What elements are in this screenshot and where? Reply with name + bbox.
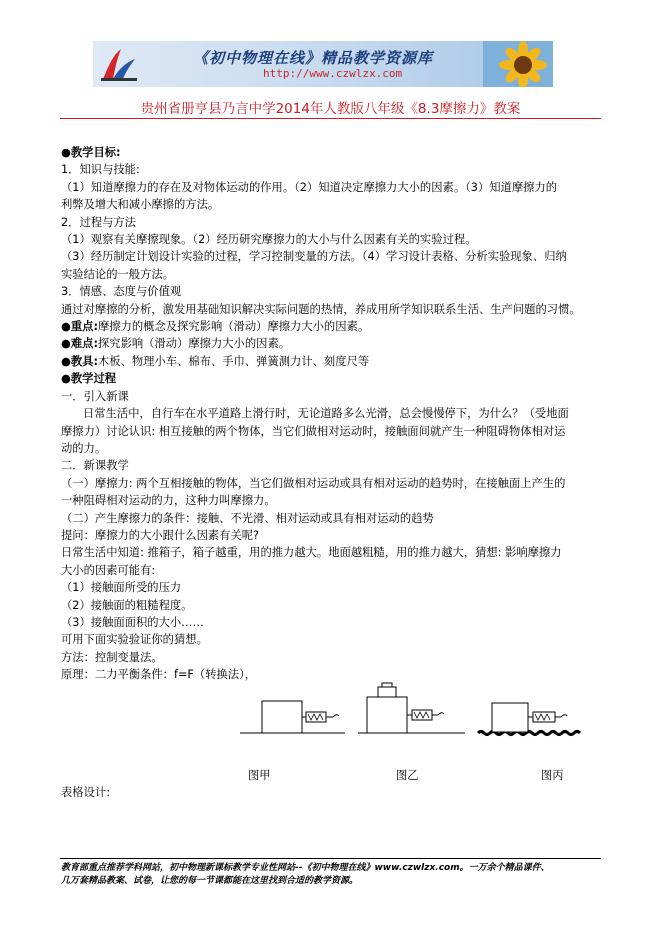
content-line (61, 214, 591, 231)
content-line (61, 579, 591, 596)
footer-line: 教育部重点推荐学科网站，初中物理新课标教学专业性网站--《初中物理在线》www.czwlzx.com。一万余个精品课件、 (61, 863, 550, 873)
line-text: （二）产生摩擦力的条件：接触、不光滑、相对运动或具有相对运动的趋势 (61, 511, 434, 525)
content-line (61, 388, 591, 405)
line-text: （3）接触面面积的大小…… (61, 615, 204, 629)
section-heading: ●教学过程 (61, 372, 117, 386)
line-text: 大小的因素可能有: (61, 563, 156, 577)
banner-title: 《初中物理在线》精品教学资源库 (193, 49, 434, 67)
content-line (61, 510, 591, 527)
line-text: 3．情感、态度与价值观 (61, 285, 182, 299)
content-line (61, 597, 591, 614)
section-heading: ●难点: (61, 337, 98, 351)
line-text: （一）摩擦力: 两个互相接触的物体，当它们做相对运动或具有相对运动的趋势时，在接触面上产生的 (61, 476, 566, 490)
figure-a-label: 图甲 (248, 769, 271, 782)
content-line (61, 179, 591, 196)
line-text: 可用下面实验验证你的猜想。 (61, 633, 208, 647)
line-text: 一种阻碍相对运动的力，这种力叫摩擦力。 (61, 494, 276, 508)
line-text: 摩擦力的概念及探究影响（滑动）摩擦力大小的因素。 (97, 320, 370, 334)
line-text: （2）接触面的粗糙程度。 (61, 598, 193, 612)
footer-line: 几万套精品教案、试卷，让您的每一节课都能在这里找到合适的教学资源。 (61, 876, 359, 886)
content-line (61, 370, 591, 387)
friction-experiment-diagrams (230, 675, 590, 755)
section-heading: ●重点: (61, 320, 98, 334)
content-line (61, 475, 591, 492)
line-text: 实验结论的一般方法。 (61, 267, 174, 281)
sunflower-icon (483, 41, 553, 87)
content-line (61, 423, 591, 440)
line-text: （3）经历制定计划设计实验的过程，学习控制变量的方法。（4）学习设计表格、分析实验现象、归纳 (61, 250, 567, 264)
line-text: 2．过程与方法 (61, 215, 136, 229)
content-line (61, 231, 591, 248)
content-line (61, 144, 591, 161)
content-line (61, 196, 591, 213)
line-text: 探究影响（滑动）摩擦力大小的因素。 (97, 337, 291, 351)
document-title: 贵州省册亨县乃言中学2014年人教版八年级《8.3摩擦力》教案 (140, 101, 521, 117)
line-text: 日常生活中知道: 推箱子，箱子越重，用的推力越大。地面越粗糙，用的推力越大，猜想: 影响摩擦力 (61, 546, 562, 560)
line-text: 二．新课教学 (61, 459, 129, 473)
content-line (61, 614, 591, 631)
lesson-content (61, 144, 591, 684)
line-text: （1）接触面所受的压力 (61, 581, 182, 595)
content-line (61, 353, 591, 370)
section-heading: ●教具: (61, 354, 98, 368)
table-design-label: 表格设计: (61, 786, 110, 799)
header-banner (93, 41, 553, 87)
line-text: （1）知道摩擦力的存在及对物体运动的作用。（2）知道决定摩擦力大小的因素。（3）知道摩擦力的 (61, 180, 558, 194)
figure-b-label: 图乙 (396, 769, 419, 782)
content-line (61, 335, 591, 352)
content-line (61, 248, 591, 265)
line-text: 动的力。 (61, 441, 107, 455)
content-line (61, 405, 591, 422)
figure-b-diagram (358, 683, 465, 733)
line-text: 一．引入新课 (61, 389, 129, 403)
section-heading: ●教学目标: (61, 146, 121, 159)
content-line (61, 161, 591, 178)
line-text: 通过对摩擦的分析，激发用基础知识解决实际问题的热情，养成用所学知识联系生活、生产问题的习惯。 (61, 302, 581, 316)
content-line (61, 527, 591, 544)
figure-c-diagram (478, 703, 580, 735)
content-line (61, 301, 591, 318)
line-text: （1）观察有关摩擦现象。（2）经历研究摩擦力的大小与什么因素有关的实验过程。 (61, 233, 477, 247)
content-line (61, 492, 591, 509)
line-text: 日常生活中，自行车在水平道路上滑行时，无论道路多么光滑，总会慢慢停下，为什么？（受地面 (83, 407, 569, 421)
line-text: 摩擦力）讨论认识: 相互接触的两个物体，当它们做相对运动时，接触面间就产生一种阻碍物体相对运 (61, 424, 566, 438)
line-text: 木板、物理小车、棉布、手巾、弹簧测力计、刻度尺等 (97, 354, 370, 368)
line-text: 利弊及增大和减小摩擦的方法。 (61, 198, 220, 212)
content-line (61, 649, 591, 666)
content-line (61, 631, 591, 648)
content-line (61, 440, 591, 457)
content-line (61, 283, 591, 300)
title-divider (60, 118, 601, 119)
line-text: 方法：控制变量法。 (61, 650, 163, 664)
site-logo-icon (99, 45, 139, 83)
content-line (61, 318, 591, 335)
footer-divider (60, 858, 601, 859)
page-footer (61, 862, 601, 888)
line-text: 1．知识与技能: (61, 163, 140, 177)
figure-c-label: 图丙 (541, 769, 564, 782)
content-line (61, 266, 591, 283)
content-line (61, 544, 591, 561)
content-line (61, 457, 591, 474)
banner-url[interactable]: http://www.czwlzx.com (263, 67, 403, 80)
line-text: 提问：摩擦力的大小跟什么因素有关呢? (61, 528, 260, 542)
figure-a-diagram (240, 701, 345, 733)
line-text: 原理：二力平衡条件：f=F（转换法）， (61, 668, 257, 682)
content-line (61, 562, 591, 579)
